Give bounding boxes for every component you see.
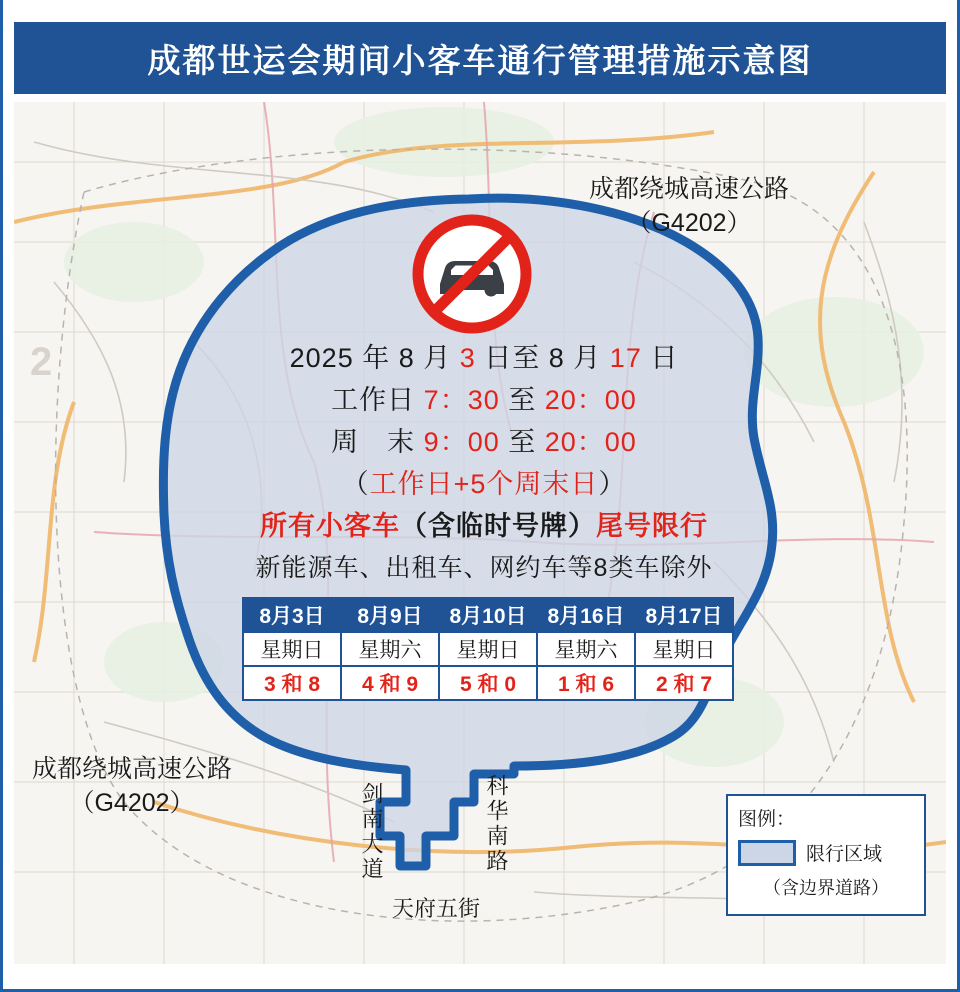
watermark-numeral: 2 <box>30 340 53 384</box>
table-cell-weekday: 星期日 <box>439 632 537 666</box>
ring-road-ne-line2: （G4202） <box>626 209 752 237</box>
legend-swatch-restricted-zone <box>738 840 796 866</box>
info-line-bracket <box>164 463 804 505</box>
info-line-weekend <box>164 421 804 463</box>
label-ring-road-southwest <box>32 752 232 820</box>
legend-title: 图例： <box>738 809 796 830</box>
table-cell-weekday: 星期日 <box>243 632 341 666</box>
legend-box <box>726 794 926 916</box>
table-row-dates <box>243 598 733 632</box>
table-cell-date: 8月16日 <box>537 598 635 632</box>
weekday-start-time: 7：30 <box>423 385 500 415</box>
legend-note: （含边界道路） <box>763 878 889 898</box>
table-cell-date: 8月10日 <box>439 598 537 632</box>
title-bar <box>14 22 946 94</box>
bracket-open: （ <box>341 469 370 499</box>
table-cell-date: 8月17日 <box>635 598 733 632</box>
bracket-content: 工作日+5个周末日 <box>369 469 599 499</box>
weekday-mid: 至 <box>499 385 545 415</box>
info-line-weekday <box>164 379 804 421</box>
weekend-mid: 至 <box>499 427 545 457</box>
rule-note: （含临时号牌） <box>400 511 596 541</box>
label-tianfu-fifth-street: 天府五街 <box>392 896 481 921</box>
info-line-exempt: 新能源车、出租车、网约车等8类车除外 <box>255 554 713 582</box>
bracket-close: ） <box>598 469 627 499</box>
legend-row <box>738 839 914 866</box>
ring-road-ne-line1: 成都绕城高速公路 <box>589 175 790 203</box>
weekend-start-time: 9：00 <box>423 427 500 457</box>
weekday-end-time: 20：00 <box>544 385 637 415</box>
restriction-info-block <box>164 337 804 589</box>
ring-road-sw-line1: 成都绕城高速公路 <box>32 755 233 783</box>
info-line-dates <box>164 337 804 379</box>
table-cell-weekday: 星期六 <box>341 632 439 666</box>
date-mid: 日至 8 月 <box>475 343 610 373</box>
label-ring-road-northeast <box>589 172 789 240</box>
weekend-end-time: 20：00 <box>544 427 637 457</box>
rule-policy: 尾号限行 <box>596 511 708 541</box>
table-cell-number: 4 和 9 <box>341 666 439 700</box>
rule-vehicles: 所有小客车 <box>260 511 400 541</box>
table-cell-number: 3 和 8 <box>243 666 341 700</box>
tail-number-table <box>242 597 734 701</box>
date-day-end: 17 <box>609 343 642 373</box>
legend-swatch-label: 限行区域 <box>806 844 883 865</box>
no-car-icon <box>412 214 532 334</box>
table-cell-weekday: 星期六 <box>537 632 635 666</box>
ring-road-sw-line2: （G4202） <box>69 789 195 817</box>
table-cell-number: 5 和 0 <box>439 666 537 700</box>
table-row-weekdays <box>243 632 733 666</box>
frame-left-edge <box>0 0 3 992</box>
table-cell-weekday: 星期日 <box>635 632 733 666</box>
weekend-prefix: 周 末 <box>331 427 424 457</box>
table-cell-date: 8月3日 <box>243 598 341 632</box>
info-line-rule <box>164 505 804 547</box>
date-suffix: 日 <box>641 343 679 373</box>
table-cell-date: 8月9日 <box>341 598 439 632</box>
map-canvas <box>14 102 946 964</box>
table-row-numbers <box>243 666 733 700</box>
page-title: 成都世运会期间小客车通行管理措施示意图 <box>147 41 813 79</box>
date-day-start: 3 <box>459 343 476 373</box>
label-kehua-south-road: 科华南路 <box>484 774 509 874</box>
table-cell-number: 2 和 7 <box>635 666 733 700</box>
weekday-prefix: 工作日 <box>331 385 424 415</box>
table-cell-number: 1 和 6 <box>537 666 635 700</box>
date-prefix: 2025 年 8 月 <box>289 343 460 373</box>
label-jiannan-avenue: 剑南大道 <box>359 782 384 882</box>
